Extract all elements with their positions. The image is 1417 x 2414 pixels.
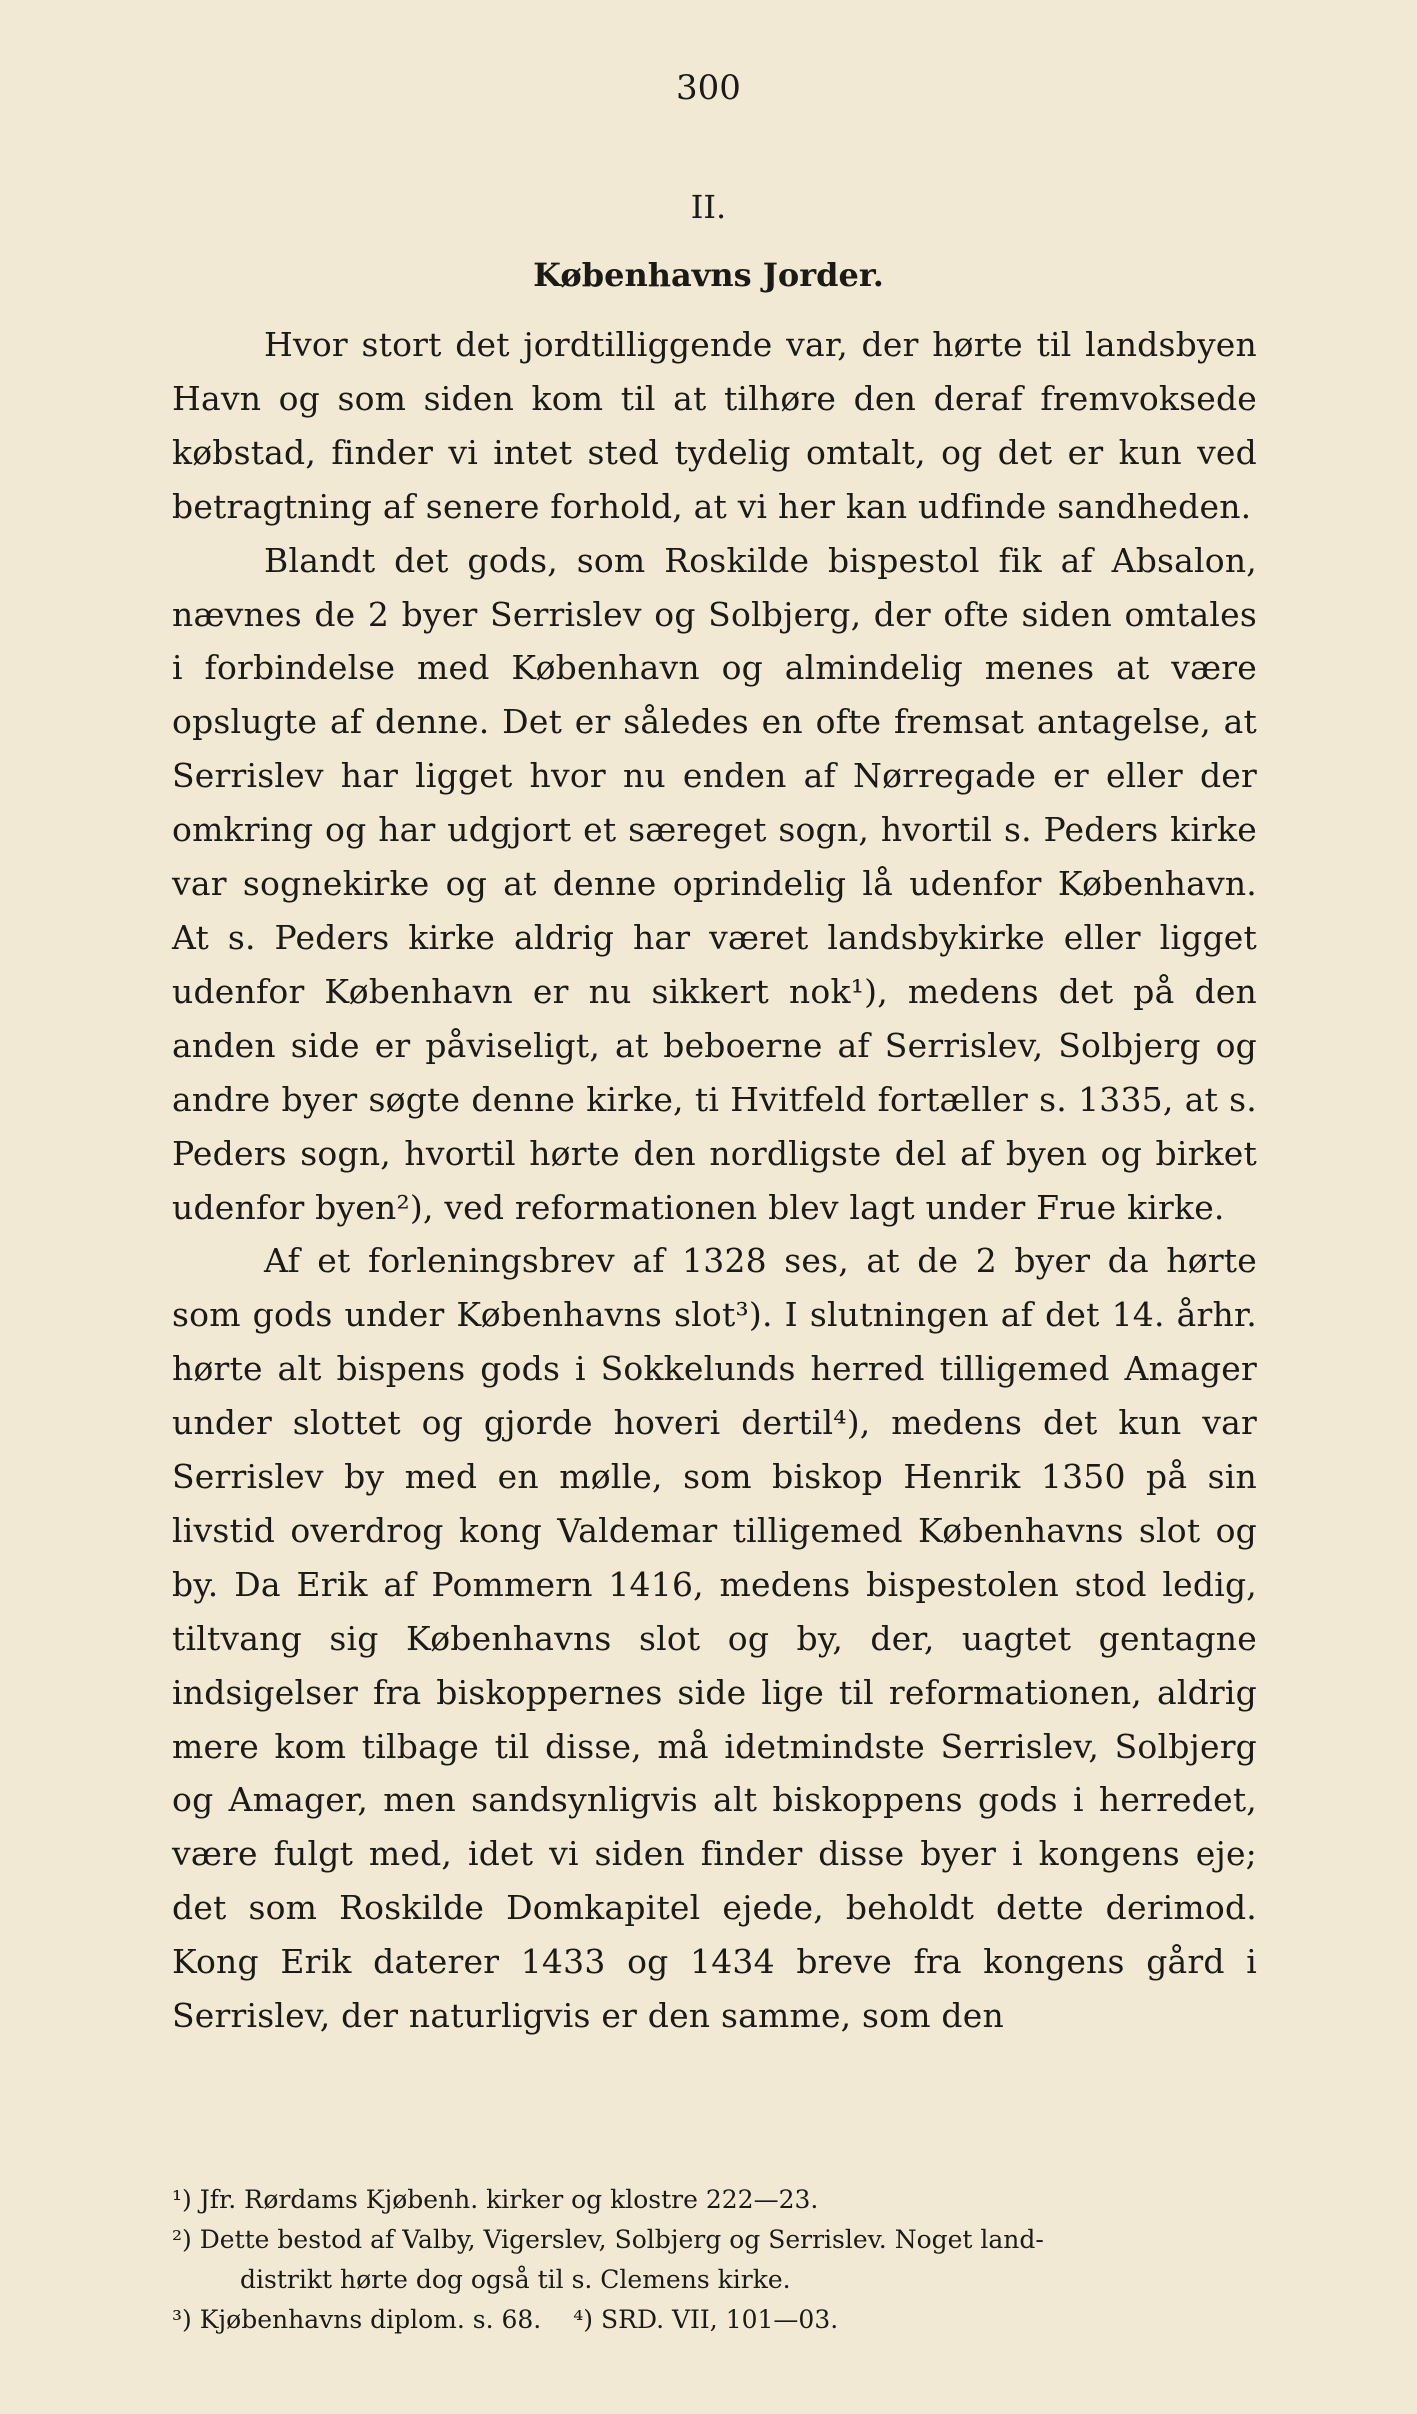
body-text bbox=[172, 318, 1257, 2043]
footnote-2-mark: ²) bbox=[172, 2225, 192, 2254]
footnote-3-mark: ³) bbox=[172, 2305, 192, 2334]
paragraph-1: Hvor stort det jordtilliggende var, der hørte til landsbyen Havn og som siden kom til at tilhøre den deraf fremvoksede købstad, finder vi intet sted tydelig omtalt, og det er kun ved betragtning af senere forhold, at vi her kan udfinde sandheden. bbox=[172, 325, 1257, 526]
footnote-2-text: Dette bestod af Valby, Vigerslev, Solbjerg og Serrislev. Noget land- bbox=[199, 2225, 1044, 2254]
page-number: 300 bbox=[676, 68, 741, 108]
footnote-3 bbox=[172, 2300, 541, 2340]
footnote-4-mark: ⁴) bbox=[573, 2305, 594, 2334]
footnote-4-text: SRD. VII, 101—03. bbox=[601, 2305, 839, 2334]
footnote-4 bbox=[573, 2300, 838, 2340]
paragraph-2: Blandt det gods, som Roskilde bispestol fik af Absalon, nævnes de 2 byer Serrislev og Solbjerg, der ofte siden omtales i forbindelse med København og almindelig menes at være opslugte af denne. Det er således en ofte fremsat antagelse, at Serrislev har ligget hvor nu enden af Nørregade er eller der omkring og har udgjort et særeget sogn, hvortil s. Peders kirke var sognekirke og at denne oprindelig lå udenfor København. At s. Peders kirke aldrig har været landsbykirke eller ligget udenfor København er nu sikkert nok¹), medens det på den anden side er påviseligt, at beboerne af Serrislev, Solbjerg og andre byer søgte denne kirke, ti Hvitfeld fortæller s. 1335, at s. Peders sogn, hvortil hørte den nordligste del af byen og birket udenfor byen²), ved reformationen blev lagt under Frue kirke. bbox=[172, 540, 1257, 1227]
footnotes bbox=[172, 2180, 1257, 2340]
section-title: Københavns Jorder. bbox=[533, 256, 884, 294]
footnote-1-text: Jfr. Rørdams Kjøbenh. kirker og klostre 222—23. bbox=[199, 2185, 819, 2214]
footnote-3-4-row bbox=[172, 2300, 1257, 2340]
paragraph-3: Af et forleningsbrev af 1328 ses, at de 2 byer da hørte som gods under Københavns slot³). I slutningen af det 14. århr. hørte alt bispens gods i Sokkelunds herred tilligemed Amager under slottet og gjorde hoveri dertil⁴), medens det kun var Serrislev by med en mølle, som biskop Henrik 1350 på sin livstid overdrog kong Valdemar tilligemed Københavns slot og by. Da Erik af Pommern 1416, medens bispestolen stod ledig, tiltvang sig Københavns slot og by, der, uagtet gentagne indsigelser fra biskoppernes side lige til reformationen, aldrig mere kom tilbage til disse, må idetmindste Serrislev, Solbjerg og Amager, men sandsynligvis alt biskoppens gods i herredet, være fulgt med, idet vi siden finder disse byer i kongens eje; det som Roskilde Domkapitel ejede, beholdt dette derimod. Kong Erik daterer 1433 og 1434 breve fra kongens gård i Serrislev, der naturligvis er den samme, som den bbox=[172, 1241, 1257, 2036]
footnote-2-continuation: distrikt hørte dog også til s. Clemens kirke. bbox=[240, 2265, 791, 2294]
footnote-1-mark: ¹) bbox=[172, 2185, 192, 2214]
footnote-1 bbox=[172, 2180, 1257, 2220]
footnote-2 bbox=[172, 2220, 1257, 2260]
section-numeral: II. bbox=[690, 188, 727, 226]
footnote-3-text: Kjøbenhavns diplom. s. 68. bbox=[199, 2305, 542, 2334]
